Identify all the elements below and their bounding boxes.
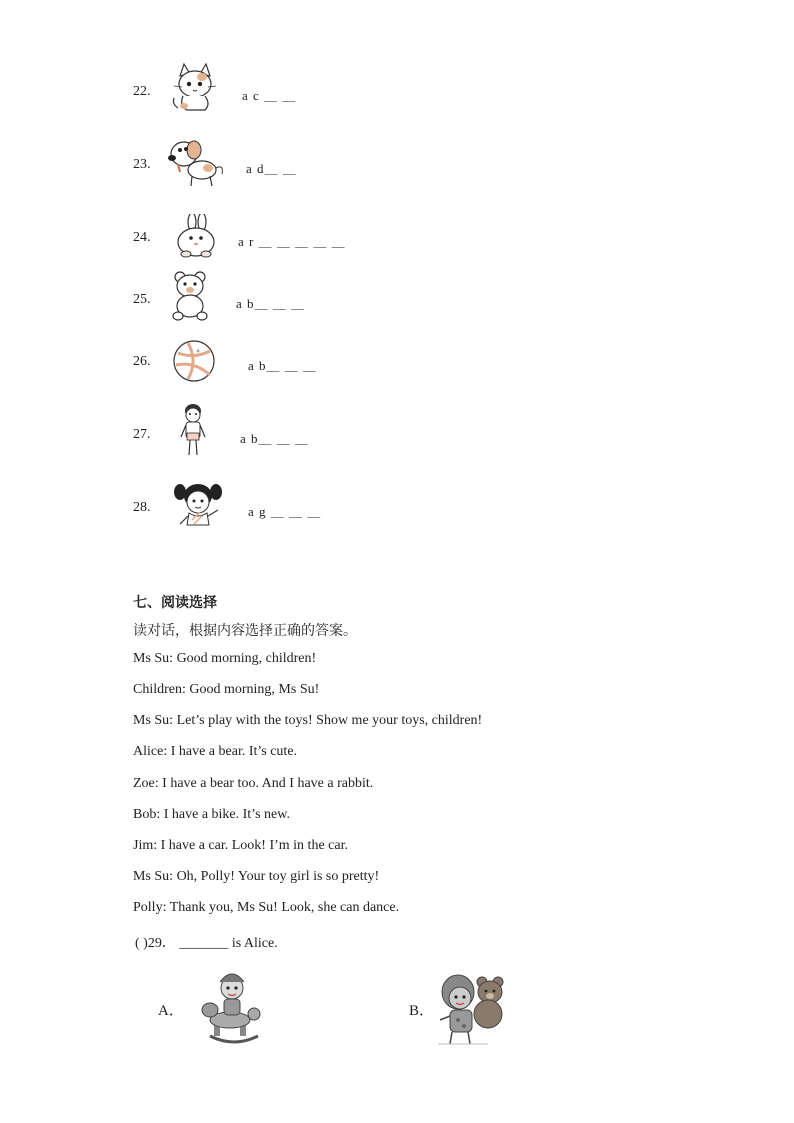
exercise-letters: a b＿ ＿ ＿: [236, 296, 306, 311]
option-label: B．: [409, 1003, 435, 1019]
dialogue-line: Zoe: I have a bear too. And I have a rabbit.: [133, 776, 374, 791]
exercise-letters: a g ＿ ＿ ＿: [248, 504, 322, 519]
option-label: A．: [158, 1003, 184, 1019]
exercise-letters: a b＿ ＿ ＿: [240, 431, 310, 446]
dialogue-line: Alice: I have a bear. It’s cute.: [133, 744, 298, 759]
exercise-letters: a r ＿ ＿ ＿ ＿ ＿: [238, 234, 346, 249]
ball-icon: [172, 339, 216, 383]
exercise-number: 23.: [133, 157, 151, 172]
dialogue-line: Ms Su: Let’s play with the toys! Show me your toys, children!: [133, 713, 483, 728]
dog-icon: [166, 136, 228, 190]
exercise-number: 27.: [133, 427, 151, 442]
exercise-number: 28.: [133, 500, 151, 515]
dialogue-line: Ms Su: Oh, Polly! Your toy girl is so pretty!: [133, 869, 380, 884]
dialogue-line: Ms Su: Good morning, children!: [133, 651, 317, 666]
exercise-number: 26.: [133, 354, 151, 369]
exercise-letters: a d＿ ＿: [246, 161, 297, 176]
exercise-letters: a b＿ ＿ ＿: [248, 358, 318, 373]
rabbit-icon: [172, 214, 218, 260]
exercise-letters: a c ＿ ＿: [242, 88, 297, 103]
exercise-number: 25.: [133, 292, 151, 307]
bear-icon: [168, 270, 212, 322]
girl-on-rocking-horse-icon[interactable]: [196, 966, 262, 1046]
section-title: 七、阅读选择: [133, 595, 217, 611]
question-29: ( )29． _______ is Alice.: [135, 936, 278, 951]
girl-with-teddy-bear-icon[interactable]: [432, 970, 508, 1050]
dialogue-line: Bob: I have a bike. It’s new.: [133, 807, 290, 822]
exercise-number: 22.: [133, 84, 151, 99]
exercise-number: 24.: [133, 230, 151, 245]
dialogue-line: Polly: Thank you, Ms Su! Look, she can dance.: [133, 900, 400, 915]
cat-icon: [168, 62, 222, 116]
boy-icon: [178, 403, 208, 459]
dialogue-line: Jim: I have a car. Look! I’m in the car.: [133, 838, 348, 853]
section-instruction: 读对话，根据内容选择正确的答案。: [133, 623, 357, 639]
girl-icon: [172, 480, 224, 536]
dialogue-line: Children: Good morning, Ms Su!: [133, 682, 320, 697]
